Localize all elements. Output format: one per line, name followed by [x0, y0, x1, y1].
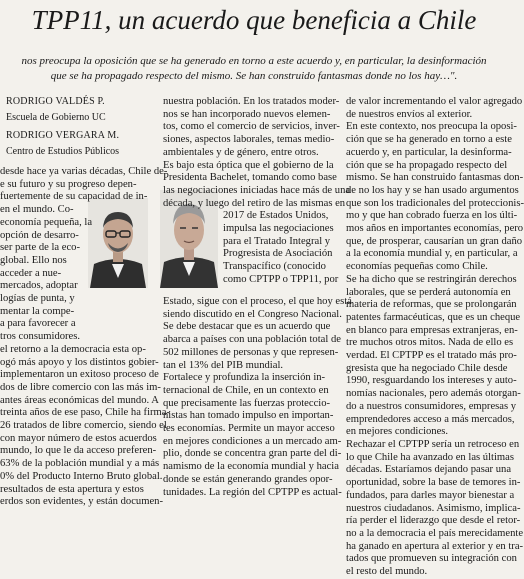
text-line: en mejores condiciones a un mercado am- — [163, 435, 342, 447]
text-line: nomías nacionales, pero además otorgan- — [346, 388, 521, 400]
text-line: economías pequeñas como Chile. — [346, 261, 488, 273]
text-line: a para favorecer a — [0, 318, 76, 330]
text-line: tros consumidores. — [0, 331, 81, 343]
text-line: dos de libre comercio con las más im- — [0, 381, 161, 393]
text-line: abarca a países con una población total de — [163, 334, 341, 346]
text-line: de no los hay y se han usado argumentos — [346, 184, 519, 196]
text-line: plio, donde se concentra gran parte del di- — [163, 448, 342, 460]
text-line: ría perder el liderazgo que desde el retor- — [346, 515, 521, 527]
text-line: 502 millones de personas y que represen- — [163, 346, 339, 358]
lead-quote — [0, 54, 508, 84]
text-line: oportunidad, sobre la base de temores in- — [346, 477, 521, 489]
text-line: de nuestros envíos al exterior. — [346, 108, 473, 120]
text-line: siones, aspectos laborales, temas medio- — [163, 134, 335, 146]
text-line: erdos son evidentes, y están documen- — [0, 496, 163, 508]
text-line: ción que se ha generado en torno a este — [346, 134, 512, 146]
author-name: RODRIGO VALDÉS P. — [6, 96, 105, 107]
text-line: nos se han incorporado nuevos elemen- — [163, 108, 331, 120]
text-line: mundo, lo que le da acceso preferen- — [0, 445, 157, 457]
text-line: fundados, para darles mayor bienestar a — [346, 489, 515, 501]
column-1 — [0, 166, 171, 509]
text-line: Rechazar el CPTPP sería un retroceso en — [346, 438, 520, 450]
text-line: como CPTPP o TPP11, por — [223, 273, 339, 285]
text-line: 63% de la población mundial y a más — [0, 458, 160, 470]
text-line: treinta años de ese paso, Chile ha firma- — [0, 407, 171, 419]
text-line: ser parte de la eco- — [0, 242, 80, 254]
text-line: nuestra población. En los tratados moder- — [163, 96, 340, 107]
text-line: acceder a nue- — [0, 267, 62, 279]
text-line: Se ha dicho que se restringirán derechos — [346, 273, 517, 285]
text-line: a la economía mundial y, en particular, a — [346, 248, 518, 260]
text-line: Fortalece y profundiza la inserción in- — [163, 372, 326, 384]
text-line: Es bajo esta óptica que el gobierno de la — [163, 159, 334, 171]
text-line: el resto del mundo. — [346, 566, 428, 578]
column-2 — [163, 96, 351, 287]
text-line: emprendedores acceso a más mercados, — [346, 413, 515, 425]
text-line: do a nuestros consumidores, empresas y — [346, 400, 517, 412]
text-line: no a la democracia el país merecidamente — [346, 527, 524, 539]
text-line: ha ganado en apertura al exterior y en tra- — [346, 540, 524, 552]
text-line: tos, como el comercio de servicios, inver- — [163, 121, 340, 133]
text-line: Estado, sigue con el proceso, el que hoy está — [163, 296, 352, 307]
text-line: namismo de la economía mundial y hacia — [163, 461, 339, 473]
text-line: en blanco para empresas extranjeras, en- — [346, 324, 518, 336]
text-line: tan el 13% del PIB mundial. — [163, 359, 284, 371]
author-name: RODRIGO VERGARA M. — [6, 130, 120, 141]
text-line: mos años en importantes economías, pero — [346, 223, 524, 235]
text-line: Se debe destacar que es un acuerdo que — [163, 321, 331, 333]
text-line: tados que promueven su integración con — [346, 553, 517, 565]
text-line: economía pequeña, la — [0, 216, 93, 228]
text-line: lo que Chile ha avanzado en las últimas — [346, 451, 514, 463]
column-3 — [346, 96, 524, 579]
text-line: de valor incrementando el valor agregado — [346, 96, 523, 107]
text-line: con mayor número de estos acuerdos — [0, 432, 157, 444]
text-line: ción que se ha propagado respecto del — [346, 159, 508, 171]
text-line: mercados, adoptar — [0, 280, 78, 292]
text-line: en mejores condiciones. — [346, 426, 449, 438]
text-line: mo y que han cobrado fuerza en los últi- — [346, 210, 518, 222]
text-line: En este contexto, nos preocupa la oposi- — [346, 121, 517, 133]
text-line: Presidenta Bachelet, tomando como base — [163, 172, 337, 184]
author-1 — [6, 96, 106, 123]
text-line: patentes farmacéuticas, que es un cheque — [346, 311, 521, 323]
text-line: 1990, resguardando los intereses y auto- — [346, 375, 517, 387]
text-line: para el Tratado Integral y — [223, 235, 331, 247]
text-line: que precisamente las fuerzas proteccio- — [163, 397, 331, 409]
text-line: nuestros ciudadanos. Asimismo, implica- — [346, 502, 521, 514]
text-line: Progresista de Asociación — [223, 248, 333, 260]
author-2 — [6, 130, 119, 157]
text-line: gresista que ha negociado Chile desde — [346, 362, 508, 374]
text-line: acuerdo y, en particular, la desinforma- — [346, 146, 512, 158]
text-line: década, y luego del retiro de las mismas en — [163, 197, 346, 209]
text-line: tre muchos otros mitos. Nada de ello es — [346, 337, 514, 349]
text-line: impulsa las negociaciones — [223, 223, 334, 235]
text-line: ternacional de Chile, en un contexto en — [163, 384, 329, 396]
text-line: el retorno a la democracia esta op- — [0, 343, 146, 355]
text-line: desde hace ya varias décadas, Chile de- — [0, 166, 168, 177]
text-line: mismo. Se han construido fantasmas don- — [346, 172, 524, 184]
text-line: global. Ello nos — [0, 254, 67, 266]
text-line: fuertemente de su capacidad de in- — [0, 191, 148, 203]
text-line: Transpacífico (conocido — [223, 261, 326, 273]
text-line: resultados de esta apertura y estos — [0, 483, 144, 495]
text-line: verdad. El CPTPP es el tratado más pro- — [346, 350, 517, 362]
headline: TPP11, un acuerdo que beneficia a Chile — [31, 5, 477, 35]
text-line: 2017 de Estados Unidos, — [223, 210, 329, 222]
text-line: logías de punta, y — [0, 293, 75, 305]
text-line: opción de desarro- — [0, 229, 79, 241]
text-line: e su futuro y su progreso depen- — [0, 178, 137, 190]
text-line: que, de prosperar, causarían un gran daño — [346, 235, 523, 247]
lead-quote-line: nos preocupa la oposición que se ha generado en torno a este acuerdo y, en particular, la desinformación — [21, 55, 487, 67]
text-line: ogó más apoyo y los distintos gobier- — [0, 356, 159, 368]
text-line: ambientales y de género, entre otros. — [163, 146, 319, 158]
text-line: las negociaciones iniciadas hace más de una — [163, 184, 351, 196]
text-line: siendo discutido en el Congreso Nacional. — [163, 308, 342, 320]
lead-quote-line: que se ha propagado respecto del mismo. Se han construido fantasmas donde no los hay…". — [50, 70, 458, 82]
author-affiliation: Escuela de Gobierno UC — [6, 112, 106, 123]
column-2-continued — [163, 296, 352, 499]
text-line: décadas. Estaríamos dejando pasar una — [346, 464, 512, 476]
text-line: materia de reformas, que se prolongarán — [346, 299, 517, 311]
text-line: en el mundo. Co- — [0, 204, 74, 216]
text-line: 0% del Producto Interno Bruto global. — [0, 470, 163, 482]
text-line: 26 tratados de libre comercio, siendo el — [0, 420, 167, 432]
text-line: antes áreas económicas del mundo. A — [0, 394, 159, 406]
text-line: implementaron un exitoso proceso de — [0, 369, 159, 381]
text-line: que son los tradicionales del proteccionis- — [346, 197, 524, 209]
text-line: nistas han tomado impulso en importan- — [163, 410, 334, 422]
text-line: tunidades. La región del CPTPP es actual- — [163, 486, 342, 498]
text-line: tes economías. Permite un mayor acceso — [163, 423, 335, 435]
text-line: mentar la compe- — [0, 305, 75, 317]
text-line: laborales, que se perderá autonomía en — [346, 286, 511, 298]
text-line: donde se están generando grandes opor- — [163, 473, 333, 485]
author-affiliation: Centro de Estudios Públicos — [6, 146, 120, 157]
